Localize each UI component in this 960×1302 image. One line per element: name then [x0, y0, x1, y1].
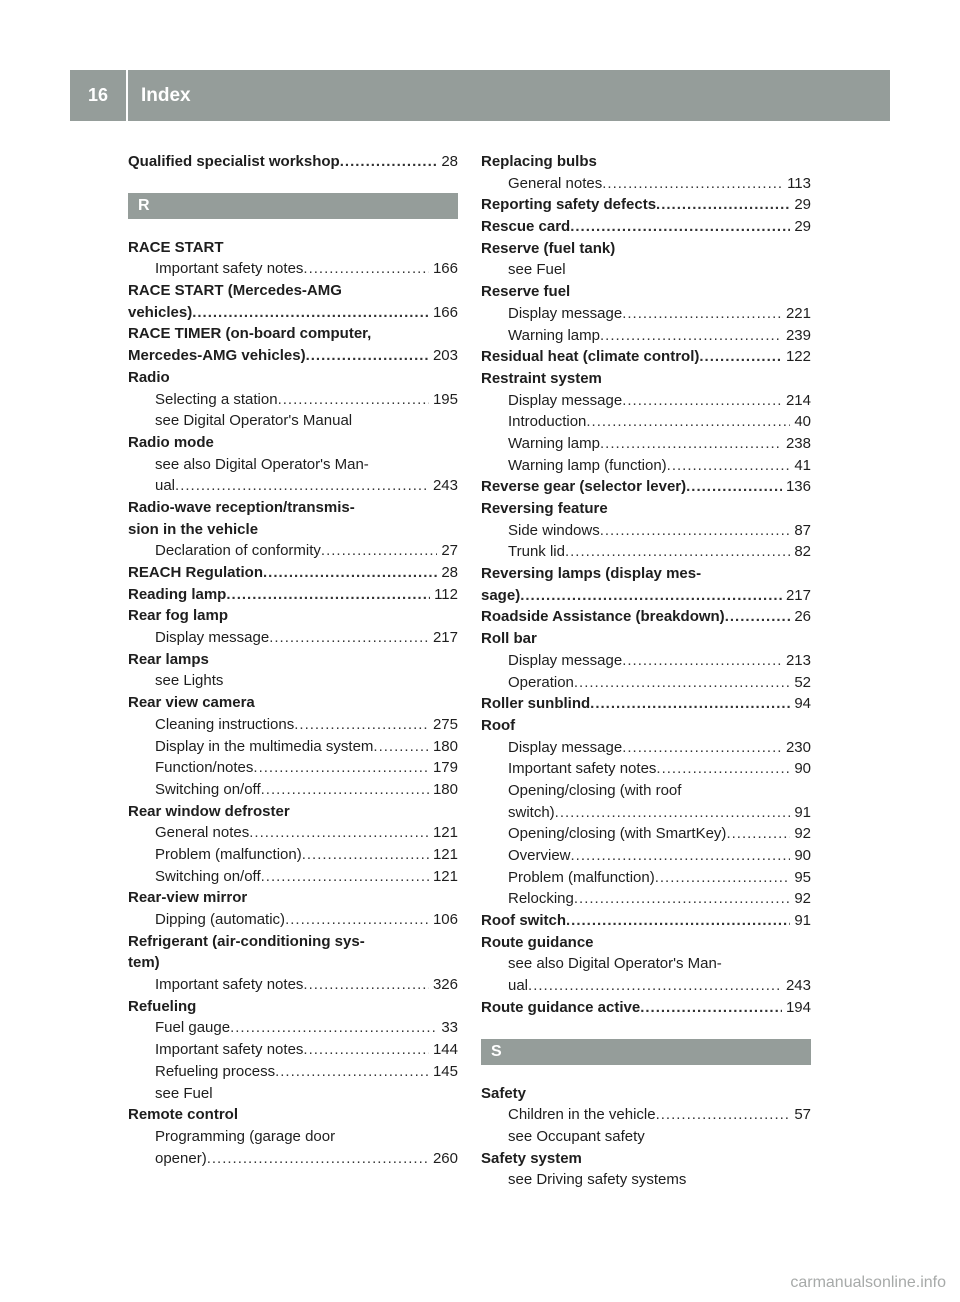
page-ref[interactable]: 92	[794, 825, 811, 843]
entry-label: Display message	[508, 738, 623, 756]
index-entry[interactable]	[481, 997, 811, 1019]
page-ref[interactable]: 87	[794, 521, 811, 539]
page-ref[interactable]: 180	[432, 780, 458, 798]
entry-label: Display message	[155, 629, 270, 647]
page-ref[interactable]: 195	[432, 390, 458, 408]
entry-label: Important safety notes	[155, 1041, 304, 1059]
page-ref[interactable]: 28	[441, 564, 458, 581]
entry-label: Roof switch	[481, 912, 566, 930]
dot-leader	[192, 302, 429, 324]
page-ref[interactable]: 121	[432, 867, 458, 885]
entry-label: Residual heat (climate control)	[481, 348, 700, 366]
page-ref[interactable]: 213	[785, 651, 811, 669]
page-ref[interactable]: 275	[432, 715, 458, 733]
entry-label: Declaration of conformity	[155, 542, 321, 560]
dot-leader	[207, 1148, 429, 1170]
page-header-bar	[70, 70, 890, 121]
dot-leader	[261, 866, 429, 888]
index-subtext: see Lights	[155, 672, 224, 690]
index-subentry[interactable]	[481, 541, 811, 563]
index-subentry[interactable]	[128, 844, 458, 866]
index-subentry[interactable]	[481, 975, 811, 997]
entry-label: Switching on/off	[155, 780, 261, 798]
index-subentry[interactable]	[481, 802, 811, 824]
entry-label: Cleaning instructions	[155, 715, 295, 733]
dot-leader	[725, 606, 791, 628]
index-heading: Refueling	[128, 997, 197, 1015]
letter-heading: S	[481, 1039, 811, 1065]
entry-label: Display message	[508, 304, 623, 322]
index-subentry[interactable]	[481, 672, 811, 694]
entry-label: opener)	[155, 1149, 207, 1167]
index-subtext: see Occupant safety	[508, 1127, 645, 1145]
page-ref[interactable]: 230	[785, 738, 811, 756]
index-entry[interactable]	[481, 693, 811, 715]
letter-heading: R	[128, 193, 458, 219]
entry-label: Function/notes	[155, 759, 254, 777]
entry-label: Warning lamp	[508, 434, 600, 452]
page-ref[interactable]: 144	[432, 1041, 458, 1059]
entry-label: Relocking	[508, 890, 574, 908]
index-heading: RACE TIMER (on-board computer,	[128, 325, 372, 343]
entry-label: Reporting safety defects	[481, 196, 657, 214]
entry-label: Overview	[508, 847, 571, 864]
index-entry[interactable]	[481, 346, 811, 368]
dot-leader	[555, 802, 791, 824]
entry-label: Switching on/off	[155, 867, 261, 885]
dot-leader	[175, 475, 429, 497]
dot-leader	[640, 997, 782, 1019]
index-heading: Rear lamps	[128, 650, 209, 668]
dot-leader	[303, 258, 429, 280]
page-ref[interactable]: 90	[794, 847, 811, 864]
index-subentry[interactable]	[481, 867, 811, 889]
index-heading: sion in the vehicle	[128, 520, 259, 538]
page-ref[interactable]: 166	[432, 260, 458, 278]
index-subentry[interactable]	[128, 1061, 458, 1083]
index-subtext: see also Digital Operator's Man-	[155, 455, 369, 473]
dot-leader	[600, 433, 782, 455]
index-subentry[interactable]	[481, 520, 811, 542]
entry-label: Qualified specialist workshop	[128, 153, 340, 170]
dot-leader	[226, 584, 430, 606]
dot-leader	[686, 476, 782, 498]
entry-label: Roller sunblind	[481, 695, 591, 713]
header-divider	[126, 70, 128, 121]
entry-label: Warning lamp	[508, 326, 600, 344]
dot-leader	[566, 910, 790, 932]
watermark: carmanualsonline.info	[790, 1274, 946, 1291]
spacer	[128, 173, 458, 193]
dot-leader	[726, 823, 790, 845]
entry-label: Problem (malfunction)	[508, 868, 655, 886]
page-ref[interactable]: 82	[794, 543, 811, 561]
entry-label: Refueling process	[155, 1062, 276, 1080]
index-entry[interactable]	[128, 302, 458, 324]
index-heading: Roof	[481, 716, 516, 734]
index-heading: Radio	[128, 368, 170, 386]
index-subentry[interactable]	[481, 455, 811, 477]
index-subentry[interactable]	[128, 475, 458, 497]
index-heading: Remote control	[128, 1106, 239, 1124]
entry-label: Problem (malfunction)	[155, 845, 302, 863]
index-subentry[interactable]	[481, 758, 811, 780]
dot-leader	[699, 346, 782, 368]
page-ref[interactable]: 239	[785, 326, 811, 344]
index-heading: tem)	[128, 954, 160, 972]
index-heading: Rear window defroster	[128, 802, 290, 820]
entry-label: Operation	[508, 673, 574, 691]
index-subentry[interactable]	[128, 1148, 458, 1170]
index-subentry[interactable]	[481, 1104, 811, 1126]
page-ref[interactable]: 180	[432, 737, 458, 755]
page-ref[interactable]: 243	[785, 977, 811, 995]
dot-leader	[249, 822, 429, 844]
index-subentry[interactable]	[128, 822, 458, 844]
index-heading: Rear-view mirror	[128, 889, 248, 907]
index-entry[interactable]	[481, 585, 811, 607]
index-subentry[interactable]	[481, 888, 811, 910]
dot-leader	[656, 1104, 791, 1126]
dot-leader	[263, 562, 437, 584]
page-ref[interactable]: 217	[785, 586, 811, 604]
dot-leader	[667, 455, 791, 477]
page-ref[interactable]: 106	[432, 911, 458, 928]
index-subentry[interactable]	[481, 390, 811, 412]
index-subentry[interactable]	[481, 737, 811, 759]
entry-label: Important safety notes	[155, 976, 304, 994]
entry-label: Display in the multimedia system	[155, 737, 374, 755]
page-ref[interactable]: 214	[785, 391, 811, 409]
dot-leader	[303, 1039, 429, 1061]
page-ref[interactable]: 113	[787, 174, 811, 192]
index-subentry[interactable]	[481, 325, 811, 347]
entry-label: Selecting a station	[155, 390, 278, 408]
entry-label: Children in the vehicle	[508, 1106, 656, 1124]
entry-label: Warning lamp (function)	[508, 456, 667, 474]
index-subtext: see Driving safety systems	[508, 1171, 687, 1189]
dot-leader	[656, 194, 790, 216]
index-column-right	[481, 151, 811, 1191]
index-heading: Route guidance	[481, 933, 594, 951]
index-subentry[interactable]	[481, 433, 811, 455]
dot-leader	[321, 540, 437, 562]
entry-label: Trunk lid	[508, 543, 565, 561]
entry-label: Display message	[508, 651, 623, 669]
index-entry[interactable]	[481, 606, 811, 628]
index-subentry[interactable]	[128, 627, 458, 649]
dot-leader	[622, 303, 782, 325]
index-subentry[interactable]	[481, 411, 811, 433]
page-ref[interactable]: 40	[794, 413, 811, 431]
page-ref[interactable]: 95	[794, 868, 811, 886]
index-heading: Roll bar	[481, 630, 537, 648]
entry-label: ual	[508, 977, 529, 995]
dot-leader	[230, 1017, 437, 1039]
page-ref[interactable]: 57	[794, 1106, 811, 1124]
dot-leader	[600, 325, 782, 347]
page-ref[interactable]: 52	[794, 673, 811, 691]
page-ref[interactable]: 136	[785, 478, 811, 496]
index-heading: Rear view camera	[128, 694, 255, 712]
index-subentry[interactable]	[481, 823, 811, 845]
dot-leader	[303, 974, 429, 996]
entry-label: switch)	[508, 803, 555, 821]
dot-leader	[574, 888, 790, 910]
index-subentry[interactable]	[128, 736, 458, 758]
index-subentry[interactable]	[128, 974, 458, 996]
entry-label: Dipping (automatic)	[155, 911, 286, 928]
entry-label: Important safety notes	[508, 760, 657, 778]
page-ref[interactable]: 27	[441, 542, 458, 560]
page-ref[interactable]: 326	[432, 976, 458, 994]
dot-leader	[520, 585, 782, 607]
page-ref[interactable]: 203	[432, 347, 458, 365]
index-subtext: Opening/closing (with roof	[508, 781, 682, 799]
index-heading: Replacing bulbs	[481, 153, 597, 170]
index-subtext: see Fuel	[508, 261, 566, 279]
page-ref[interactable]: 238	[785, 434, 811, 452]
entry-label: Fuel gauge	[155, 1019, 231, 1037]
entry-label: Roadside Assistance (breakdown)	[481, 608, 725, 626]
index-heading: Radio-wave reception/transmis-	[128, 498, 355, 516]
dot-leader	[302, 844, 429, 866]
page-number: 16	[87, 85, 109, 105]
page-ref[interactable]: 112	[434, 585, 458, 603]
dot-leader	[528, 975, 782, 997]
page-ref[interactable]: 29	[794, 196, 811, 214]
entry-label: REACH Regulation	[128, 564, 263, 581]
index-heading: Refrigerant (air-conditioning sys-	[128, 932, 365, 950]
page-ref[interactable]: 41	[794, 456, 811, 474]
page-ref[interactable]: 217	[432, 629, 458, 647]
spacer	[481, 1065, 811, 1083]
entry-label: ual	[155, 477, 176, 495]
index-subentry[interactable]	[481, 650, 811, 672]
section-title: Index	[141, 84, 191, 106]
dot-leader	[253, 757, 429, 779]
index-entry[interactable]	[481, 476, 811, 498]
index-heading: Reserve (fuel tank)	[481, 239, 616, 257]
entry-label: Side windows	[508, 521, 600, 539]
page-ref[interactable]: 33	[441, 1019, 458, 1037]
index-subentry[interactable]	[128, 540, 458, 562]
dot-leader	[656, 758, 790, 780]
dot-leader	[571, 845, 791, 867]
index-subentry[interactable]	[481, 303, 811, 325]
index-entry[interactable]	[128, 345, 458, 367]
index-entry[interactable]	[481, 216, 811, 238]
page-ref[interactable]: 121	[432, 824, 458, 842]
entry-label: Reverse gear (selector lever)	[481, 478, 687, 496]
page-ref[interactable]: 28	[441, 153, 458, 170]
page-ref[interactable]: 90	[794, 760, 811, 778]
page-ref[interactable]: 221	[785, 304, 811, 322]
entry-label: vehicles)	[128, 303, 193, 321]
page-ref[interactable]: 260	[432, 1149, 458, 1167]
index-heading: Radio mode	[128, 433, 214, 451]
index-subentry[interactable]	[128, 1017, 458, 1039]
dot-leader	[655, 867, 791, 889]
index-subentry[interactable]	[128, 1039, 458, 1061]
dot-leader	[590, 693, 790, 715]
spacer	[128, 219, 458, 237]
page-ref[interactable]: 194	[785, 998, 811, 1016]
dot-leader	[306, 345, 429, 367]
page-ref[interactable]: 122	[785, 348, 811, 366]
dot-leader	[622, 650, 782, 672]
index-subentry[interactable]	[128, 757, 458, 779]
index-heading: Safety system	[481, 1149, 582, 1167]
entry-label: Route guidance active	[481, 998, 641, 1016]
dot-leader	[373, 736, 429, 758]
entry-label: sage)	[481, 586, 521, 604]
dot-leader	[600, 520, 791, 542]
index-heading: Safety	[481, 1084, 527, 1102]
dot-leader	[269, 627, 429, 649]
entry-label: Reading lamp	[128, 585, 227, 603]
dot-leader	[602, 173, 783, 195]
index-subentry[interactable]	[128, 909, 458, 931]
index-heading: Restraint system	[481, 369, 602, 387]
dot-leader	[340, 151, 438, 173]
dot-leader	[261, 779, 429, 801]
index-subentry[interactable]	[128, 389, 458, 411]
page-ref[interactable]: 166	[432, 303, 458, 321]
page-ref[interactable]: 243	[432, 477, 458, 495]
dot-leader	[285, 909, 429, 931]
index-subentry[interactable]	[481, 173, 811, 195]
dot-leader	[278, 389, 429, 411]
dot-leader	[275, 1061, 429, 1083]
index-subtext: Programming (garage door	[155, 1127, 336, 1145]
dot-leader	[294, 714, 429, 736]
page-ref[interactable]: 91	[794, 912, 811, 930]
index-heading: Reversing lamps (display mes-	[481, 565, 702, 583]
index-heading: RACE START	[128, 238, 224, 256]
index-subtext: see also Digital Operator's Man-	[508, 955, 722, 973]
entry-label: General notes	[508, 174, 603, 192]
index-subentry[interactable]	[128, 866, 458, 888]
index-subtext: see Fuel	[155, 1084, 213, 1102]
entry-label: Mercedes-AMG vehicles)	[128, 347, 306, 365]
index-entry[interactable]	[481, 910, 811, 932]
index-column-left	[128, 151, 458, 1169]
index-heading: Reversing feature	[481, 500, 608, 517]
index-subentry[interactable]	[128, 258, 458, 280]
index-entry[interactable]	[128, 151, 458, 173]
index-entry[interactable]	[128, 584, 458, 606]
index-entry[interactable]	[481, 194, 811, 216]
page-ref[interactable]: 91	[794, 803, 811, 821]
index-heading: Reserve fuel	[481, 283, 571, 301]
index-subentry[interactable]	[128, 714, 458, 736]
index-entry[interactable]	[128, 562, 458, 584]
entry-label: Opening/closing (with SmartKey)	[508, 825, 727, 843]
spacer	[481, 1019, 811, 1039]
entry-label: Important safety notes	[155, 260, 304, 278]
page-ref[interactable]: 29	[794, 218, 811, 236]
entry-label: Display message	[508, 391, 623, 409]
page-ref[interactable]: 26	[794, 608, 811, 626]
dot-leader	[574, 672, 790, 694]
page-ref[interactable]: 92	[794, 890, 811, 908]
page-ref[interactable]: 94	[794, 695, 811, 713]
page-ref[interactable]: 121	[432, 845, 458, 863]
entry-label: General notes	[155, 824, 250, 842]
index-heading: RACE START (Mercedes-AMG	[128, 282, 342, 300]
dot-leader	[565, 541, 790, 563]
dot-leader	[622, 390, 782, 412]
dot-leader	[570, 216, 790, 238]
page-ref[interactable]: 145	[432, 1062, 458, 1080]
index-subentry[interactable]	[128, 779, 458, 801]
dot-leader	[622, 737, 782, 759]
index-heading: Rear fog lamp	[128, 607, 229, 625]
index-subtext: see Digital Operator's Manual	[155, 412, 353, 430]
page-ref[interactable]: 179	[432, 759, 458, 777]
entry-label: Introduction	[508, 413, 587, 431]
dot-leader	[586, 411, 790, 433]
entry-label: Rescue card	[481, 218, 571, 236]
index-subentry[interactable]	[481, 845, 811, 867]
